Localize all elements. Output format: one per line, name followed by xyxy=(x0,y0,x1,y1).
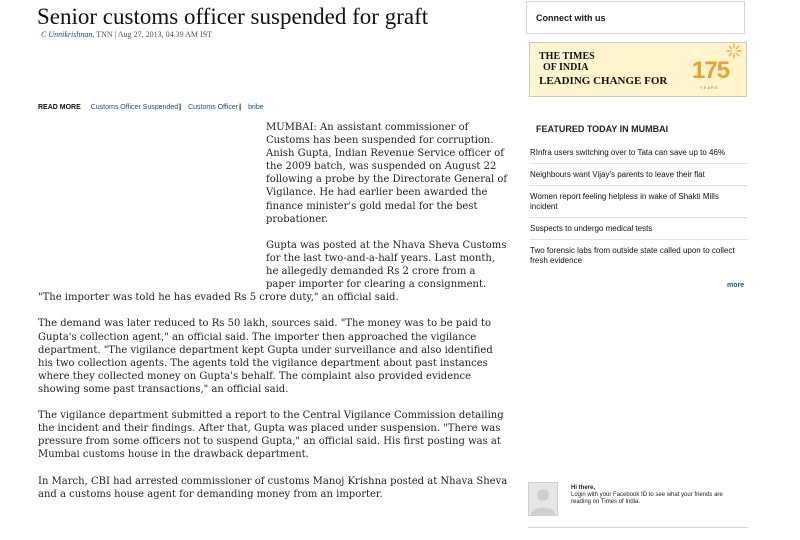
featured-item[interactable]: Women report feeling helpless in wake of Shakti Mills incident xyxy=(530,190,748,218)
featured-heading: FEATURED TODAY IN MUMBAI xyxy=(536,124,669,134)
connect-label: Connect with us xyxy=(536,13,606,23)
featured-item[interactable]: Suspects to undergo medical tests xyxy=(530,222,748,240)
author-link[interactable]: C Unnikrishnan xyxy=(41,30,93,39)
featured-item[interactable]: Two forensic labs from outside state called upon to collect fresh evidence xyxy=(530,246,735,265)
fb-message: Login with your Facebook ID to see what your friends are reading on Times of India. xyxy=(571,492,723,505)
tag-link-customs-officer-suspended[interactable]: Customs Officer Suspended xyxy=(90,104,179,111)
paragraph-line: Gupta was posted at the Nhava Sheva Customs xyxy=(266,239,507,251)
tag-link-customs-officer[interactable]: Customs Officer xyxy=(188,104,239,111)
paragraph-2-tail: "The importer was told he has evaded Rs 5 crore duty," an official said. xyxy=(38,292,399,304)
banner-line-1: THE TIMES xyxy=(539,51,595,62)
toi-175-banner[interactable] xyxy=(529,42,747,97)
facebook-login-text[interactable] xyxy=(571,485,741,506)
banner-line-2: OF INDIA xyxy=(543,62,589,73)
tag-link-bribe[interactable]: bribe xyxy=(248,104,264,111)
paragraph-3: The demand was later reduced to Rs 50 lakh, sources said. "The money was to be paid to Gupta's collection agent," an official said. The importer then approached the vigilance department. "The vigilance department kept Gupta under surveillance and also identified his two collection agents. The agents told the vigilance department about past instances where they collected money on Gupta's behalf. The complaint also provided evidence showing some past transactions," an official said. xyxy=(38,318,493,395)
paragraph-line: he allegedly demanded Rs 2 crore from a xyxy=(266,266,476,278)
read-more-bar xyxy=(38,104,264,111)
featured-item[interactable]: RInfra users switching over to Tata can save up to 46% xyxy=(530,146,748,164)
banner-years: YEARS xyxy=(700,85,719,90)
avatar xyxy=(528,482,558,516)
more-link[interactable]: more xyxy=(727,282,745,289)
banner-title xyxy=(539,51,595,73)
read-more-label: READ MORE xyxy=(38,104,81,111)
paragraph-4: The vigilance department submitted a report to the Central Vigilance Commission detailing the incident and their findings. After that, Gupta was placed under suspension. "There was pressure from some officers not to suspend Gupta," an official said. His first posting was at Mumbai customs house in the drawback department. xyxy=(38,410,504,461)
paragraph-2-indented xyxy=(38,239,508,291)
byline xyxy=(41,30,212,39)
default-user-icon xyxy=(529,483,557,515)
paragraph-line: for the last two-and-a-half years. Last month, xyxy=(266,252,496,264)
featured-item[interactable]: Neighbours want Vijay's parents to leave their flat xyxy=(530,168,748,186)
banner-tagline: LEADING CHANGE FOR xyxy=(539,75,668,87)
article-body xyxy=(38,121,508,501)
paragraph-5: In March, CBI had arrested commissioner of customs Manoj Krishna posted at Nhava Sheva and a customs house agent for demanding money from an importer. xyxy=(38,475,508,500)
byline-meta: , TNN | Aug 27, 2013, 04.39 AM IST xyxy=(92,30,213,39)
article-headline: Senior customs officer suspended for graft xyxy=(37,4,429,29)
featured-list xyxy=(530,146,748,275)
tag-separator: | xyxy=(179,104,182,111)
facebook-login-box xyxy=(528,481,748,528)
sparkle-icon xyxy=(726,43,742,59)
intro-paragraph: MUMBAI: An assistant commissioner of Customs has been suspended for corruption. Anish Gupta, Indian Revenue Service officer of the 2009 batch, was suspended on August 22 following a probe by the Directorate General of Vigilance. He had earlier been awarded the finance minister's gold medal for the best probationer. xyxy=(266,122,508,225)
tag-separator: | xyxy=(239,104,242,111)
fb-greeting: Hi there, xyxy=(571,485,596,491)
connect-with-us xyxy=(526,1,745,34)
banner-175: 175 xyxy=(692,57,730,84)
paragraph-line: paper importer for clearing a consignment. xyxy=(266,279,487,291)
